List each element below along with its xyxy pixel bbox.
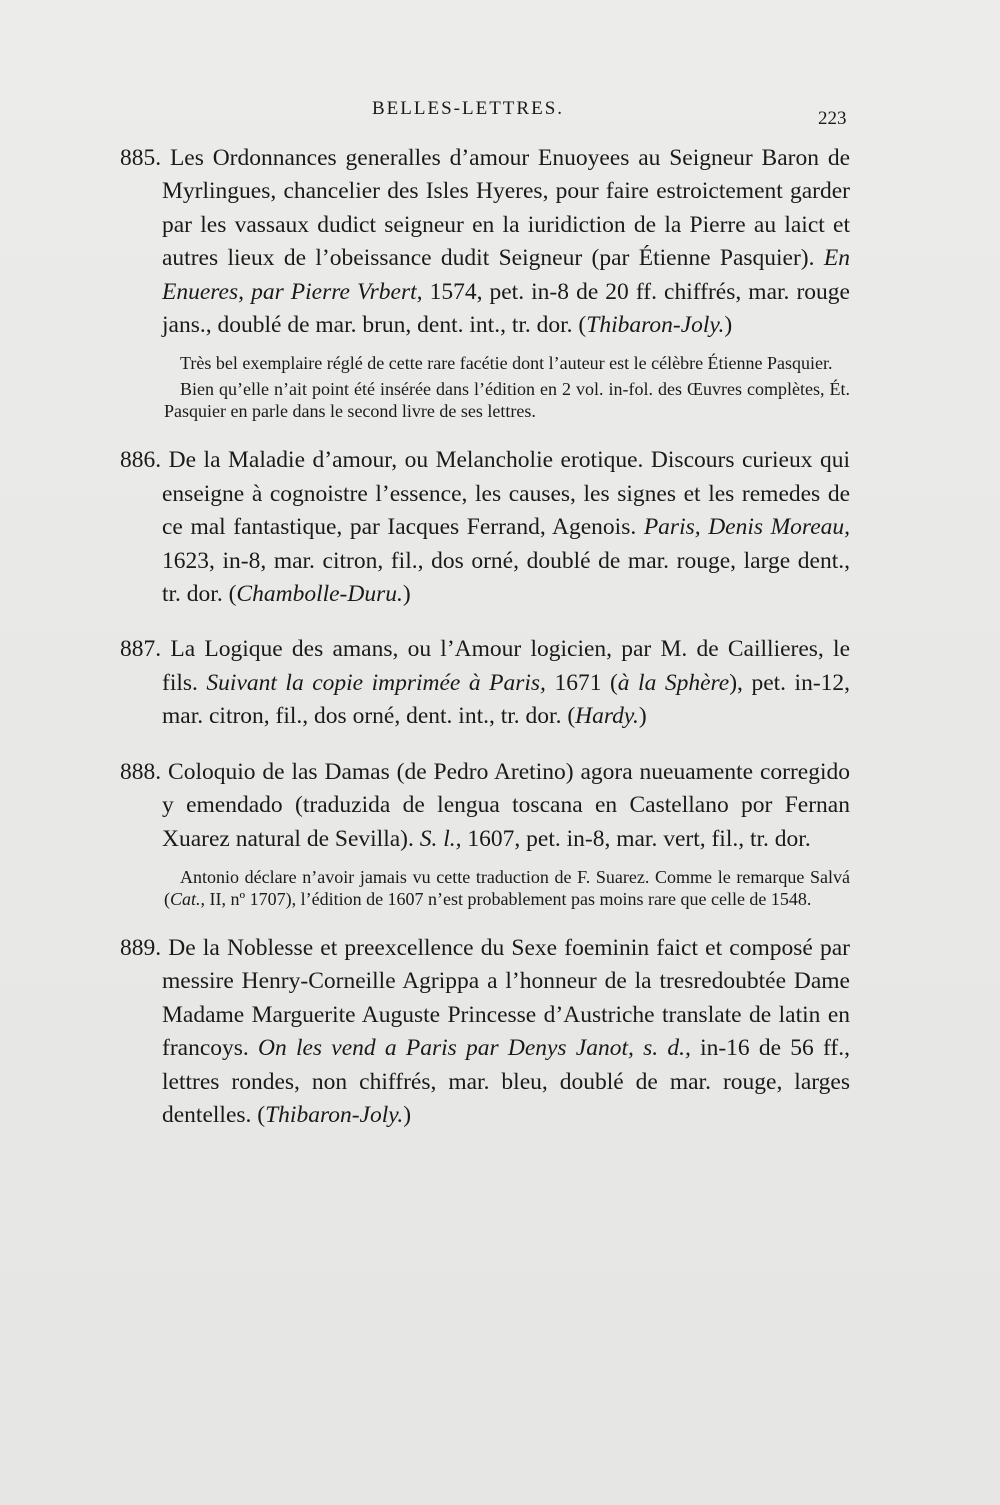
entry-text: De la Noblesse et preexcellence du Sexe foeminin faict et composé par messire Henry-Corneille Agrippa a l’honneur de la tresredoubtée Dame Madame Marguerite Auguste Princesse d’Austriche translate de latin en francoys. [161,934,850,1062]
entry-text: Coloquio de las Damas (de Pedro Aretino) agora nueuamente corregido y emendado (traduzida de lengua toscana en Castellano por Fernan Xuarez natural de Sevilla). [161,758,850,852]
page-number: 223 [818,108,847,129]
entry-885-body [120,142,850,342]
entry-888-body [120,756,850,856]
entry-text: ) [402,581,411,608]
note-text: , II, nº 1707), l’édition de 1607 n’est probablement pas moins rare que celle de 1548. [200,888,812,909]
running-head: BELLES-LETTRES. [372,98,565,119]
entry-text: in-16 de 56 ff., lettres rondes, non chiffrés, mar. bleu, doublé de mar. rouge, larges dentelles. ( [162,1035,850,1128]
entry-887-body [120,633,850,733]
entry-889-body [120,932,850,1132]
entry-text: 1671 ( [545,669,618,696]
entry-imprint: Paris, Denis Moreau, [643,514,851,541]
entry-text: 1574, pet. in-8 de 20 ff. chiffrés, mar. rouge jans., doublé de mar. brun, dent. int., tr. dor. ( [162,278,850,339]
entry-imprint: On les vend a Paris par Denys Janot, s. d., [258,1035,691,1062]
entry-885 [120,142,850,422]
entry-text: 1607, pet. in-8, mar. vert, fil., tr. dor. [461,825,811,852]
entry-885-note-2: Bien qu’elle n’ait point été insérée dans l’édition en 2 vol. in-fol. des Œuvres complètes, Ét. Pasquier en parle dans le second livre de ses lettres. [164,379,850,422]
entry-text: ), pet. in-12, mar. citron, fil., dos orné, dent. int., tr. dor. ( [162,669,851,730]
entry-binder: Hardy. [575,703,639,730]
entry-imprint-place: à la Sphère [617,669,730,696]
entry-imprint: En Enueres, par Pierre Vrbert, [162,245,850,305]
note-citation: Cat. [170,888,201,909]
entry-number: 889. [120,934,162,961]
entry-text: 1623, in-8, mar. citron, fil., dos orné, doublé de mar. rouge, large dent., tr. dor. ( [162,547,850,608]
note-text: Antonio déclare n’avoir jamais vu cette traduction de F. Suarez. Comme le remarque Salvá ( [164,866,850,909]
entry-888 [120,756,850,910]
entry-binder: Thibaron-Joly. [586,312,725,339]
entry-text: De la Maladie d’amour, ou Melancholie erotique. Discours curieux qui enseigne à cognoistre l’essence, les causes, les signes et les remedes de ce mal fantastique, par Iacques Ferrand, Agenois. [161,447,850,541]
entry-887 [120,633,850,733]
entry-binder: Chambolle-Duru. [236,581,403,608]
entry-text: ) [638,703,647,730]
catalogue-text [120,142,850,1132]
entry-889 [120,932,850,1132]
entry-text: Les Ordonnances generalles d’amour Enuoyees au Seigneur Baron de Myrlingues, chancelier des Isles Hyeres, pour faire estroictement garder par les vassaux dudict seigneur en la iuridiction de la Pierre au laict et autres lieux de l’obeissance dudit Seigneur (par Étienne Pasquier). [161,145,850,272]
entry-text: La Logique des amans, ou l’Amour logicien, par M. de Caillieres, le fils. [161,636,850,696]
entry-text: ) [724,312,733,339]
entry-888-note [120,866,850,910]
entry-886-body [120,444,850,611]
entry-imprint: S. l., [419,825,462,852]
entry-binder: Thibaron-Joly. [265,1101,404,1128]
entry-number: 887. [120,636,162,663]
entry-imprint: Suivant la copie imprimée à Paris, [206,669,546,696]
entry-number: 885. [120,145,162,171]
entry-number: 888. [120,758,162,785]
entry-886 [120,444,850,611]
entry-number: 886. [120,447,162,474]
entry-885-note-1: Très bel exemplaire réglé de cette rare facétie dont l’auteur est le célèbre Étienne Pasquier. [180,353,833,374]
entry-text: ) [403,1101,412,1128]
